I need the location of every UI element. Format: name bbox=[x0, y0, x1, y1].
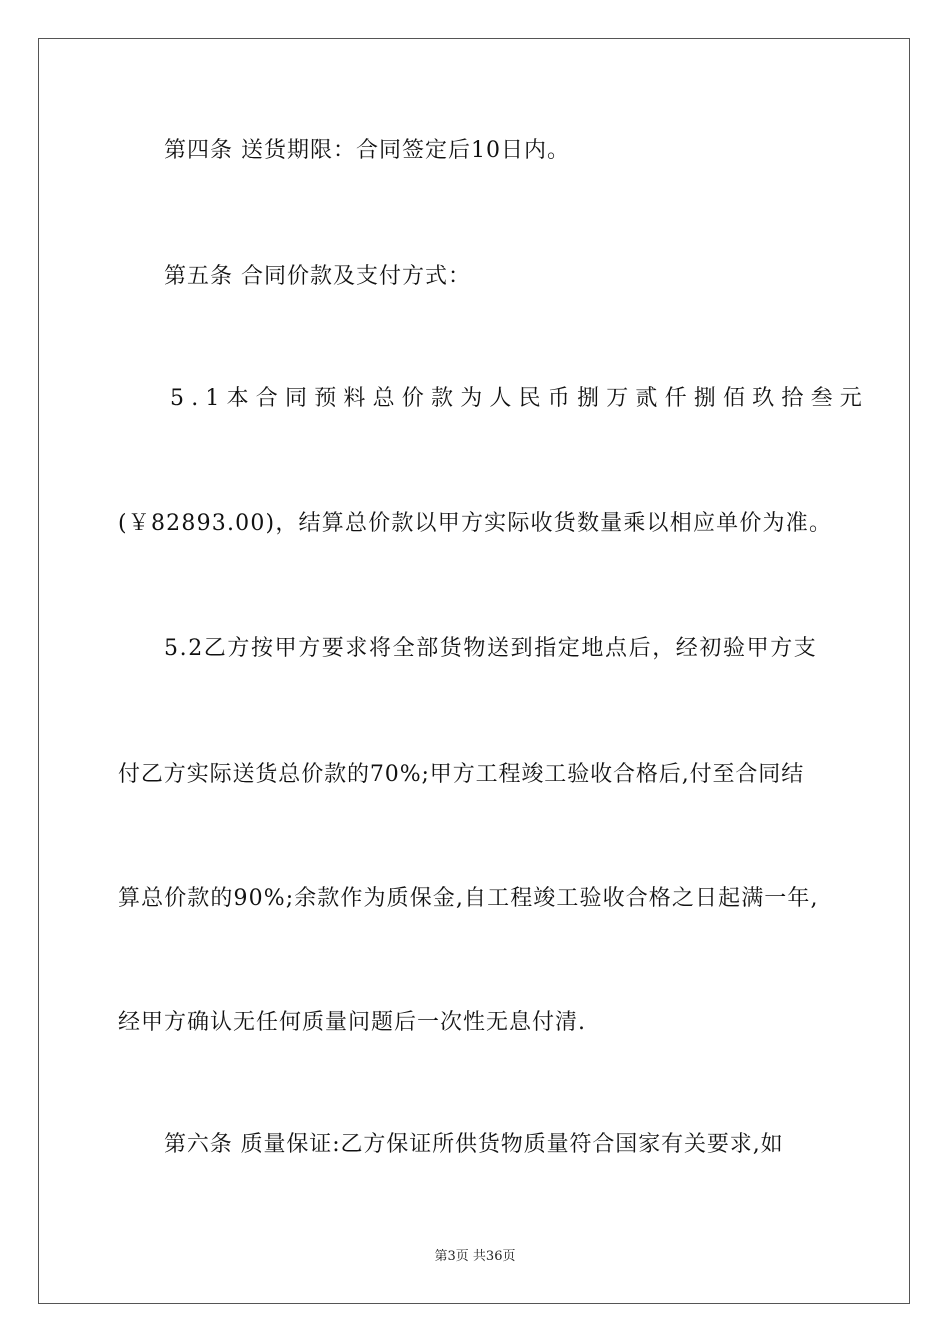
text-line-clause-5-1-cont: (￥82893.00)，结算总价款以甲方实际收货数量乘以相应单价为准。 bbox=[118, 511, 833, 536]
text-line-clause-5-1: 5.1本合同预料总价款为人民币捌万贰仟捌佰玖拾叁元 bbox=[170, 386, 869, 411]
text-line-clause-5-2-cont-3: 经甲方确认无任何质量问题后一次性无息付清. bbox=[118, 1010, 586, 1035]
text-line-article-4: 第四条 送货期限：合同签定后10日内。 bbox=[164, 138, 570, 163]
text-line-article-6: 第六条 质量保证:乙方保证所供货物质量符合国家有关要求,如 bbox=[164, 1132, 784, 1157]
text-line-clause-5-2-cont-1: 付乙方实际送货总价款的70%;甲方工程竣工验收合格后,付至合同结 bbox=[118, 762, 805, 787]
text-line-clause-5-2: 5.2乙方按甲方要求将全部货物送到指定地点后，经初验甲方支 bbox=[164, 636, 818, 661]
text-line-clause-5-2-cont-2: 算总价款的90%;余款作为质保金,自工程竣工验收合格之日起满一年, bbox=[118, 886, 819, 911]
text-line-article-5: 第五条 合同价款及支付方式： bbox=[164, 264, 471, 289]
page-number-footer: 第3页 共36页 bbox=[434, 1249, 516, 1264]
page-border bbox=[38, 38, 910, 1304]
